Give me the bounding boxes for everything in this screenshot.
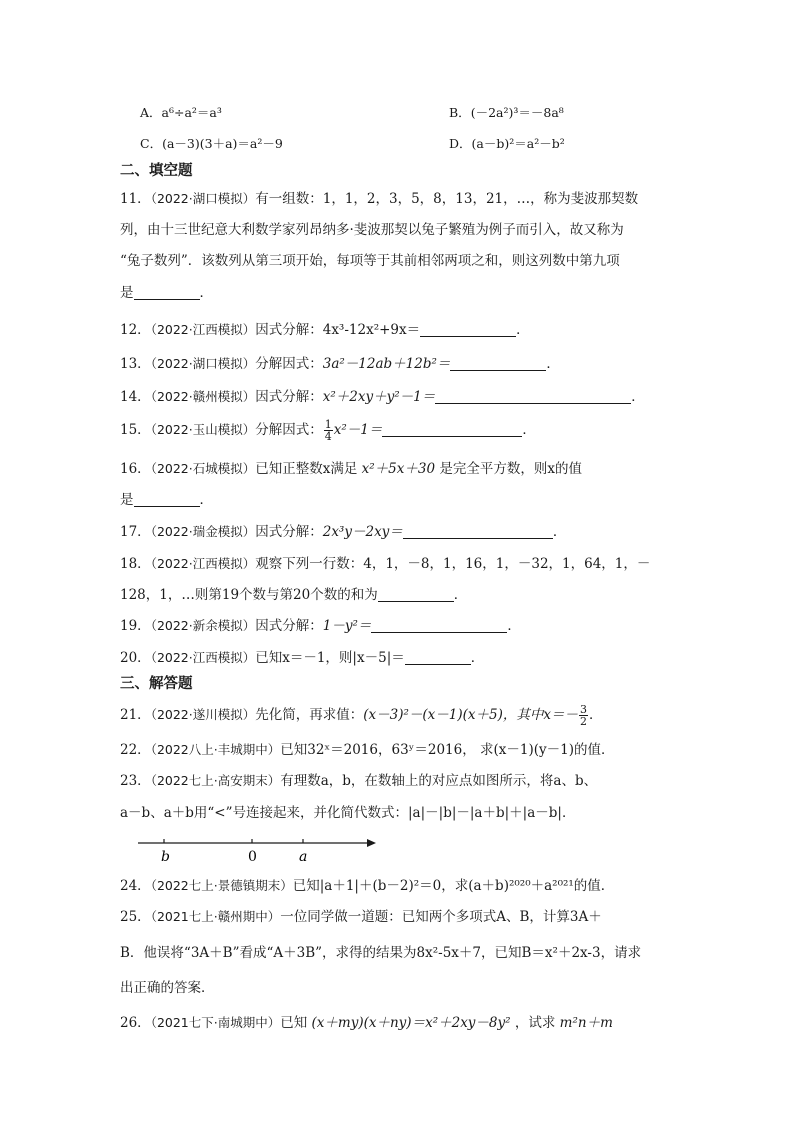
question-text: 已知32ˣ＝2016，63ʸ＝2016， 求(x－1)(y－1)的值． bbox=[280, 742, 615, 758]
option-c bbox=[140, 134, 283, 152]
answer-blank[interactable] bbox=[450, 356, 546, 371]
question-number: 26． bbox=[120, 1015, 151, 1031]
fraction-numerator: 3 bbox=[579, 703, 587, 716]
option-expr: a⁶÷a²＝a³ bbox=[161, 105, 222, 120]
question-number: 11． bbox=[120, 191, 151, 207]
q26 bbox=[120, 1011, 613, 1031]
option-label: C． bbox=[140, 136, 163, 151]
option-expr: (a－b)²＝a²－b² bbox=[471, 136, 565, 151]
section-heading-answer: 三、解答题 bbox=[120, 676, 193, 692]
question-text: 128，1，…则第19个数与第20个数的和为 bbox=[120, 587, 378, 603]
number-line-figure bbox=[136, 832, 386, 868]
math-expression: 1－y²＝ bbox=[322, 618, 372, 634]
question-source: （2022·新余模拟） bbox=[150, 618, 256, 633]
option-b bbox=[449, 103, 564, 121]
question-number: 16． bbox=[120, 461, 151, 477]
question-number: 21． bbox=[120, 707, 151, 723]
question-number: 19． bbox=[120, 618, 151, 634]
question-number: 13． bbox=[120, 356, 151, 372]
answer-blank[interactable] bbox=[134, 492, 200, 507]
answer-blank[interactable] bbox=[134, 285, 200, 300]
question-source: （2022·赣州模拟） bbox=[150, 389, 256, 404]
question-source: （2021七上·赣州期中） bbox=[150, 909, 281, 924]
q22 bbox=[120, 738, 615, 758]
question-source: （2022·遂川模拟） bbox=[150, 707, 256, 722]
question-number: 23． bbox=[120, 773, 151, 789]
option-expr: (－2a²)³＝－8a⁸ bbox=[470, 105, 564, 120]
question-source: （2022·瑞金模拟） bbox=[150, 524, 256, 539]
q21 bbox=[120, 703, 602, 727]
q25-line2: B．他误将“3A＋B”看成“A＋3B”，求得的结果为8x²-5x＋7，已知B＝x²＋2x-3，请求 bbox=[120, 945, 642, 961]
q24 bbox=[120, 874, 614, 894]
question-text: 先化简，再求值： bbox=[255, 707, 364, 723]
question-text: 已知x＝－1，则|x－5|＝ bbox=[255, 650, 405, 666]
question-source: （2022·江西模拟） bbox=[150, 650, 256, 665]
q18-line1 bbox=[120, 552, 650, 572]
question-source: （2022·湖口模拟） bbox=[150, 356, 256, 371]
math-expression: (x＋my)(x＋ny)＝x²＋2xy－8y² bbox=[311, 1015, 511, 1031]
q23-line1 bbox=[120, 769, 597, 789]
question-text: 是完全平方数，则x的值 bbox=[439, 461, 582, 477]
answer-blank[interactable] bbox=[403, 524, 553, 539]
question-text: 有理数a，b，在数轴上的对应点如图所示，将a、b、 bbox=[280, 773, 598, 789]
option-label: A． bbox=[140, 105, 162, 120]
q23-line2: a－b、a＋b用“<”号连接起来，并化简代数式：|a|－|b|－|a＋b|＋|a－b|． bbox=[120, 805, 576, 821]
question-source: （2022·江西模拟） bbox=[150, 322, 256, 337]
question-text: 已知|a＋1|＋(b－2)²＝0，求(a＋b)²⁰²⁰＋a²⁰²¹的值． bbox=[292, 878, 615, 894]
q17: 17．（2022·瑞金模拟）因式分解：2x³y－2xy＝ ． bbox=[120, 524, 567, 540]
question-text: 已知正整数x满足 bbox=[255, 461, 358, 477]
question-source: （2022七上·高安期末） bbox=[150, 773, 281, 788]
answer-blank[interactable] bbox=[420, 322, 516, 337]
question-text: 因式分解： bbox=[255, 389, 323, 405]
question-source: （2022·石城模拟） bbox=[150, 461, 256, 476]
question-source: （2022·湖口模拟） bbox=[150, 191, 256, 206]
math-expression: x²＋2xy＋y²－1＝ bbox=[322, 389, 436, 405]
option-expr: (a－3)(3＋a)＝a²－9 bbox=[162, 136, 283, 151]
question-text: 观察下列一行数：4，1，－8，1，16，1，－32，1，64，1，－ bbox=[255, 556, 651, 572]
q12: 12．（2022·江西模拟）因式分解：4x³-12x²+9x＝ ． bbox=[120, 322, 530, 338]
q19: 19．（2022·新余模拟）因式分解：1－y²＝ ． bbox=[120, 618, 521, 634]
fraction-denominator: 2 bbox=[579, 715, 587, 728]
answer-blank[interactable] bbox=[378, 587, 454, 602]
question-text: 是 bbox=[120, 492, 134, 508]
question-source: （2022八上·丰城期中） bbox=[150, 742, 281, 757]
question-text: 已知 bbox=[280, 1015, 308, 1031]
q25-line3: 出正确的答案． bbox=[120, 980, 215, 996]
label-zero: 0 bbox=[248, 849, 257, 865]
question-number: 20． bbox=[120, 650, 151, 666]
arrow-icon bbox=[367, 839, 376, 847]
q11-line3: “兔子数列”．该数列从第三项开始，每项等于其前相邻两项之和，则这列数中第九项 bbox=[120, 253, 620, 269]
question-text: 因式分解：4x³-12x²+9x＝ bbox=[255, 322, 421, 338]
question-source: （2022七上·景德镇期末） bbox=[150, 878, 293, 893]
q14: 14．（2022·赣州模拟）因式分解：x²＋2xy＋y²－1＝ ． bbox=[120, 389, 645, 405]
option-label: D． bbox=[449, 136, 472, 151]
answer-blank[interactable] bbox=[405, 650, 471, 665]
fraction-numerator: 1 bbox=[324, 418, 332, 431]
math-expression: (x－3)²－(x－1)(x＋5)，其中x＝－ bbox=[363, 707, 578, 723]
question-text: 因式分解： bbox=[255, 618, 323, 634]
q15: 15．（2022·玉山模拟）分解因式： $\frac{1}{4}$ x²－1＝ ． bbox=[120, 418, 536, 443]
question-number: 24． bbox=[120, 878, 151, 894]
label-a: a bbox=[299, 849, 308, 865]
q25-line1 bbox=[120, 905, 602, 925]
answer-blank[interactable] bbox=[371, 618, 507, 633]
q11-line4: 是 ． bbox=[120, 285, 213, 301]
question-text: 有一组数：1，1，2，3，5，8，13，21，…，称为斐波那契数 bbox=[255, 191, 639, 207]
question-number: 15． bbox=[120, 422, 151, 438]
question-number: 12． bbox=[120, 322, 151, 338]
question-source: （2022·江西模拟） bbox=[150, 556, 256, 571]
q16-line2: 是 ． bbox=[120, 492, 213, 508]
math-expression: 2x³y－2xy＝ bbox=[322, 524, 403, 540]
q20: 20．（2022·江西模拟）已知x＝－1，则|x－5|＝ ． bbox=[120, 650, 485, 666]
question-text: ，试求 bbox=[514, 1015, 556, 1031]
answer-blank[interactable] bbox=[382, 422, 522, 437]
question-number: 14． bbox=[120, 389, 151, 405]
question-text: 是 bbox=[120, 285, 134, 301]
math-expression: 3a²－12ab＋12b²＝ bbox=[322, 356, 451, 372]
fraction bbox=[324, 419, 333, 442]
section-heading-fill: 二、填空题 bbox=[120, 163, 193, 179]
q18-line2: 128，1，…则第19个数与第20个数的和为 ． bbox=[120, 587, 468, 603]
question-source: （2021七下·南城期中） bbox=[150, 1015, 281, 1030]
answer-blank[interactable] bbox=[435, 389, 631, 404]
question-text: 分解因式： bbox=[255, 356, 323, 372]
q11-line1 bbox=[120, 187, 638, 207]
q16-line1 bbox=[120, 457, 582, 477]
question-text: 分解因式： bbox=[255, 422, 323, 438]
question-text: ． bbox=[588, 707, 603, 723]
option-label: B． bbox=[449, 105, 471, 120]
option-a bbox=[140, 103, 222, 121]
math-expression: x²－1＝ bbox=[333, 422, 383, 438]
question-source: （2022·玉山模拟） bbox=[150, 422, 256, 437]
label-b: b bbox=[161, 849, 170, 865]
question-text: 因式分解： bbox=[255, 524, 323, 540]
option-d bbox=[449, 134, 565, 152]
fraction bbox=[579, 704, 588, 727]
question-number: 25． bbox=[120, 909, 151, 925]
question-text: 一位同学做一道题：已知两个多项式A、B，计算3A＋ bbox=[280, 909, 602, 925]
question-number: 18． bbox=[120, 556, 151, 572]
fraction-denominator: 4 bbox=[324, 430, 332, 443]
math-expression: m²n＋m bbox=[559, 1015, 613, 1031]
question-number: 17． bbox=[120, 524, 151, 540]
math-expression: x²＋5x＋30 bbox=[361, 461, 436, 477]
q13: 13．（2022·湖口模拟）分解因式：3a²－12ab＋12b²＝ ． bbox=[120, 356, 560, 372]
q11-line2: 列，由十三世纪意大利数学家列昂纳多·斐波那契以兔子繁殖为例子而引入，故又称为 bbox=[120, 222, 624, 238]
question-number: 22． bbox=[120, 742, 151, 758]
